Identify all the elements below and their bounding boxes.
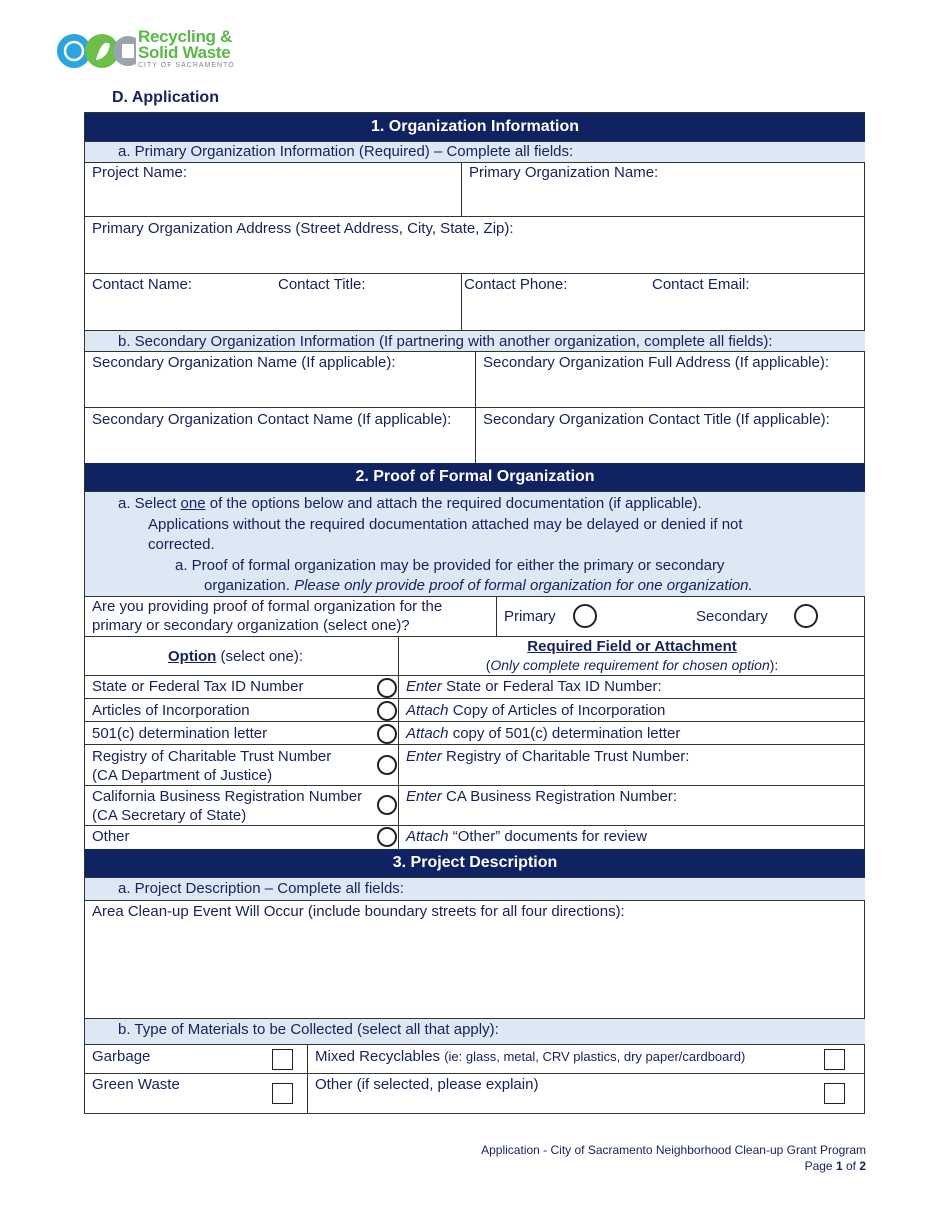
divider [307,1044,308,1114]
footer-program: Application - City of Sacramento Neighborhood Clean-up Grant Program [481,1143,866,1157]
mixed-recyclables-label: Mixed Recyclables (ie: glass, metal, CRV plastics, dry paper/cardboard) [315,1048,746,1065]
required-column-header: Required Field or Attachment (Only complete requirement for chosen option): [485,638,779,673]
project-description-subheader: a. Project Description – Complete all fields: [85,877,865,900]
green-waste-checkbox[interactable] [272,1083,293,1104]
divider [496,596,497,636]
divider [461,162,462,217]
option-label-charitable-trust: Registry of Charitable Trust Number (CA Department of Justice) [92,748,332,784]
divider [461,273,462,330]
sec-contact-name-label: Secondary Organization Contact Name (If applicable): [92,411,452,428]
divider [85,1073,865,1074]
primary-radio[interactable] [573,604,597,628]
requirement-articles: Attach Copy of Articles of Incorporation [406,702,666,719]
logo-icon [56,28,136,74]
green-waste-label: Green Waste [92,1076,180,1093]
sec-org-address-label: Secondary Organization Full Address (If applicable): [483,354,830,371]
section-project-header: 3. Project Description [85,849,865,877]
divider [85,216,865,217]
logo-line-1: Recycling & [138,27,233,46]
option-label-other: Other [92,828,130,845]
contact-phone-label: Contact Phone: [464,276,568,293]
requirement-business-registration: Enter CA Business Registration Number: [406,788,677,805]
secondary-option-label: Secondary [696,608,768,625]
section-organization-header: 1. Organization Information [85,113,865,141]
garbage-label: Garbage [92,1048,151,1065]
sec-org-name-label: Secondary Organization Name (If applicable): [92,354,396,371]
proof-instruction-text: a. Select one of the options below and attach the required documentation (if applicable). Applications without the required documentation attached may be delayed or denied if not corrected. a. Proof of formal organization may be provided for either the primary or secondary organization. Please only provide proof of formal organization for one organization. [118,495,753,594]
materials-subheader: b. Type of Materials to be Collected (select all that apply): [85,1018,865,1044]
page-number: Page 1 of 2 [804,1159,866,1173]
proof-instructions [85,491,865,596]
option-label-articles: Articles of Incorporation [92,702,250,719]
divider [85,273,865,274]
primary-option-label: Primary [504,608,556,625]
other-materials-label: Other (if selected, please explain) [315,1076,539,1093]
requirement-tax-id: Enter State or Federal Tax ID Number: [406,678,662,695]
divider [85,1044,865,1045]
option-column-header: Option (select one): [168,648,304,665]
requirement-501c: Attach copy of 501(c) determination letter [406,725,681,742]
divider [85,721,865,722]
divider [85,698,865,699]
option-radio-charitable-trust[interactable] [377,755,397,775]
option-label-501c: 501(c) determination letter [92,725,268,742]
other-materials-checkbox[interactable] [824,1083,845,1104]
divider [85,900,865,901]
primary-org-subheader: a. Primary Organization Information (Required) – Complete all fields: [85,141,865,162]
primary-org-name-label: Primary Organization Name: [469,164,659,181]
requirement-charitable-trust: Enter Registry of Charitable Trust Number: [406,748,690,765]
option-label-tax-id: State or Federal Tax ID Number [92,678,304,695]
logo [56,28,271,74]
option-radio-articles[interactable] [377,701,397,721]
option-radio-tax-id[interactable] [377,678,397,698]
logo-line-3: CITY OF SACRAMENTO [138,62,235,69]
option-radio-other[interactable] [377,827,397,847]
secondary-radio[interactable] [794,604,818,628]
requirement-other: Attach “Other” documents for review [406,828,647,845]
project-name-label: Project Name: [92,164,188,181]
divider [85,744,865,745]
divider [85,675,865,676]
option-radio-501c[interactable] [377,724,397,744]
garbage-checkbox[interactable] [272,1049,293,1070]
divider [85,785,865,786]
option-label-business-registration: California Business Registration Number (CA Secretary of State) [92,788,363,824]
section-proof-header: 2. Proof of Formal Organization [85,463,865,491]
contact-name-label: Contact Name: [92,276,193,293]
mixed-recyclables-checkbox[interactable] [824,1049,845,1070]
page-title: D. Application [112,89,219,106]
primary-address-label: Primary Organization Address (Street Address, City, State, Zip): [92,220,514,237]
footer [481,1142,866,1174]
sec-contact-title-label: Secondary Organization Contact Title (If applicable): [483,411,830,428]
divider [85,825,865,826]
contact-email-label: Contact Email: [652,276,750,293]
contact-title-label: Contact Title: [278,276,366,293]
secondary-org-subheader: b. Secondary Organization Information (If partnering with another organization, complete all fields): [85,330,865,351]
divider [85,407,865,408]
area-label: Area Clean-up Event Will Occur (include boundary streets for all four directions): [92,903,625,920]
proof-question: Are you providing proof of formal organization for the primary or secondary organization (select one)? [92,598,443,634]
option-radio-business-registration[interactable] [377,795,397,815]
logo-line-2: Solid Waste [138,43,231,62]
